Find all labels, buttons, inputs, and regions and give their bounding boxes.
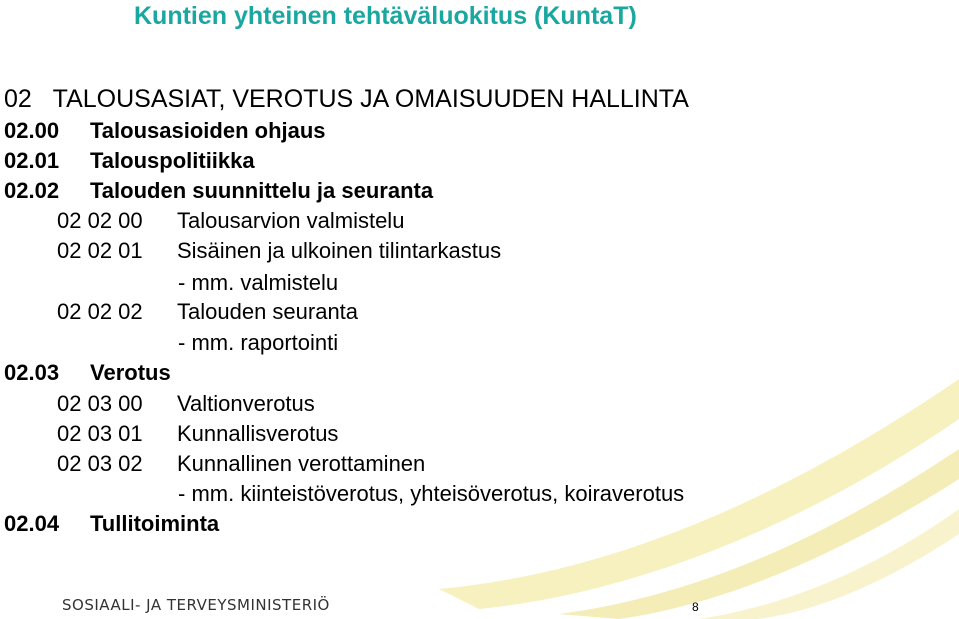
item-label: Sisäinen ja ulkoinen tilintarkastus [177,238,502,263]
item-label: Talousarvion valmistelu [177,208,405,233]
item-label: Talouspolitiikka [90,148,255,173]
list-item [57,208,404,234]
item-code: 02 03 01 [57,421,143,446]
list-item [57,421,338,447]
list-item [4,511,219,537]
list-item [4,118,326,144]
item-code: 02 03 00 [57,391,143,416]
item-label: Valtionverotus [177,391,315,416]
item-label: Verotus [90,360,171,385]
list-item [57,299,358,325]
item-note: - mm. raportointi [178,330,339,355]
item-code: 02.00 [4,118,60,143]
item-code: 02 02 01 [57,238,143,263]
item-label: Talousasioiden ohjaus [90,118,326,143]
item-label: Kunnallisverotus [177,421,339,446]
section-code: 02 [4,85,32,113]
item-code: 02 02 02 [57,299,143,324]
page-number: 8 [692,600,699,614]
item-code: 02.03 [4,360,60,385]
item-label: Talouden seuranta [177,299,359,324]
item-code: 02 02 00 [57,208,143,233]
list-item [57,451,425,477]
item-code: 02.02 [4,178,60,203]
item-label: Talouden suunnittelu ja seuranta [90,178,434,203]
page-title: Kuntien yhteinen tehtäväluokitus (KuntaT) [134,2,637,30]
list-item [57,238,501,264]
item-code: 02 03 02 [57,451,143,476]
item-code: 02.01 [4,148,60,173]
list-item [57,391,315,417]
item-label: Kunnallinen verottaminen [177,451,426,476]
item-label: Tullitoiminta [90,511,220,536]
list-item [4,360,171,386]
list-item [4,178,433,204]
item-code: 02.04 [4,511,60,536]
section-heading [4,84,689,114]
item-note: - mm. kiinteistöverotus, yhteisöverotus, koiraverotus [178,481,685,506]
item-note: - mm. valmistelu [178,270,339,295]
section-label: TALOUSASIAT, VEROTUS JA OMAISUUDEN HALLINTA [52,85,689,113]
organization-name: SOSIAALI- JA TERVEYSMINISTERIÖ [62,596,330,614]
list-item [4,148,255,174]
